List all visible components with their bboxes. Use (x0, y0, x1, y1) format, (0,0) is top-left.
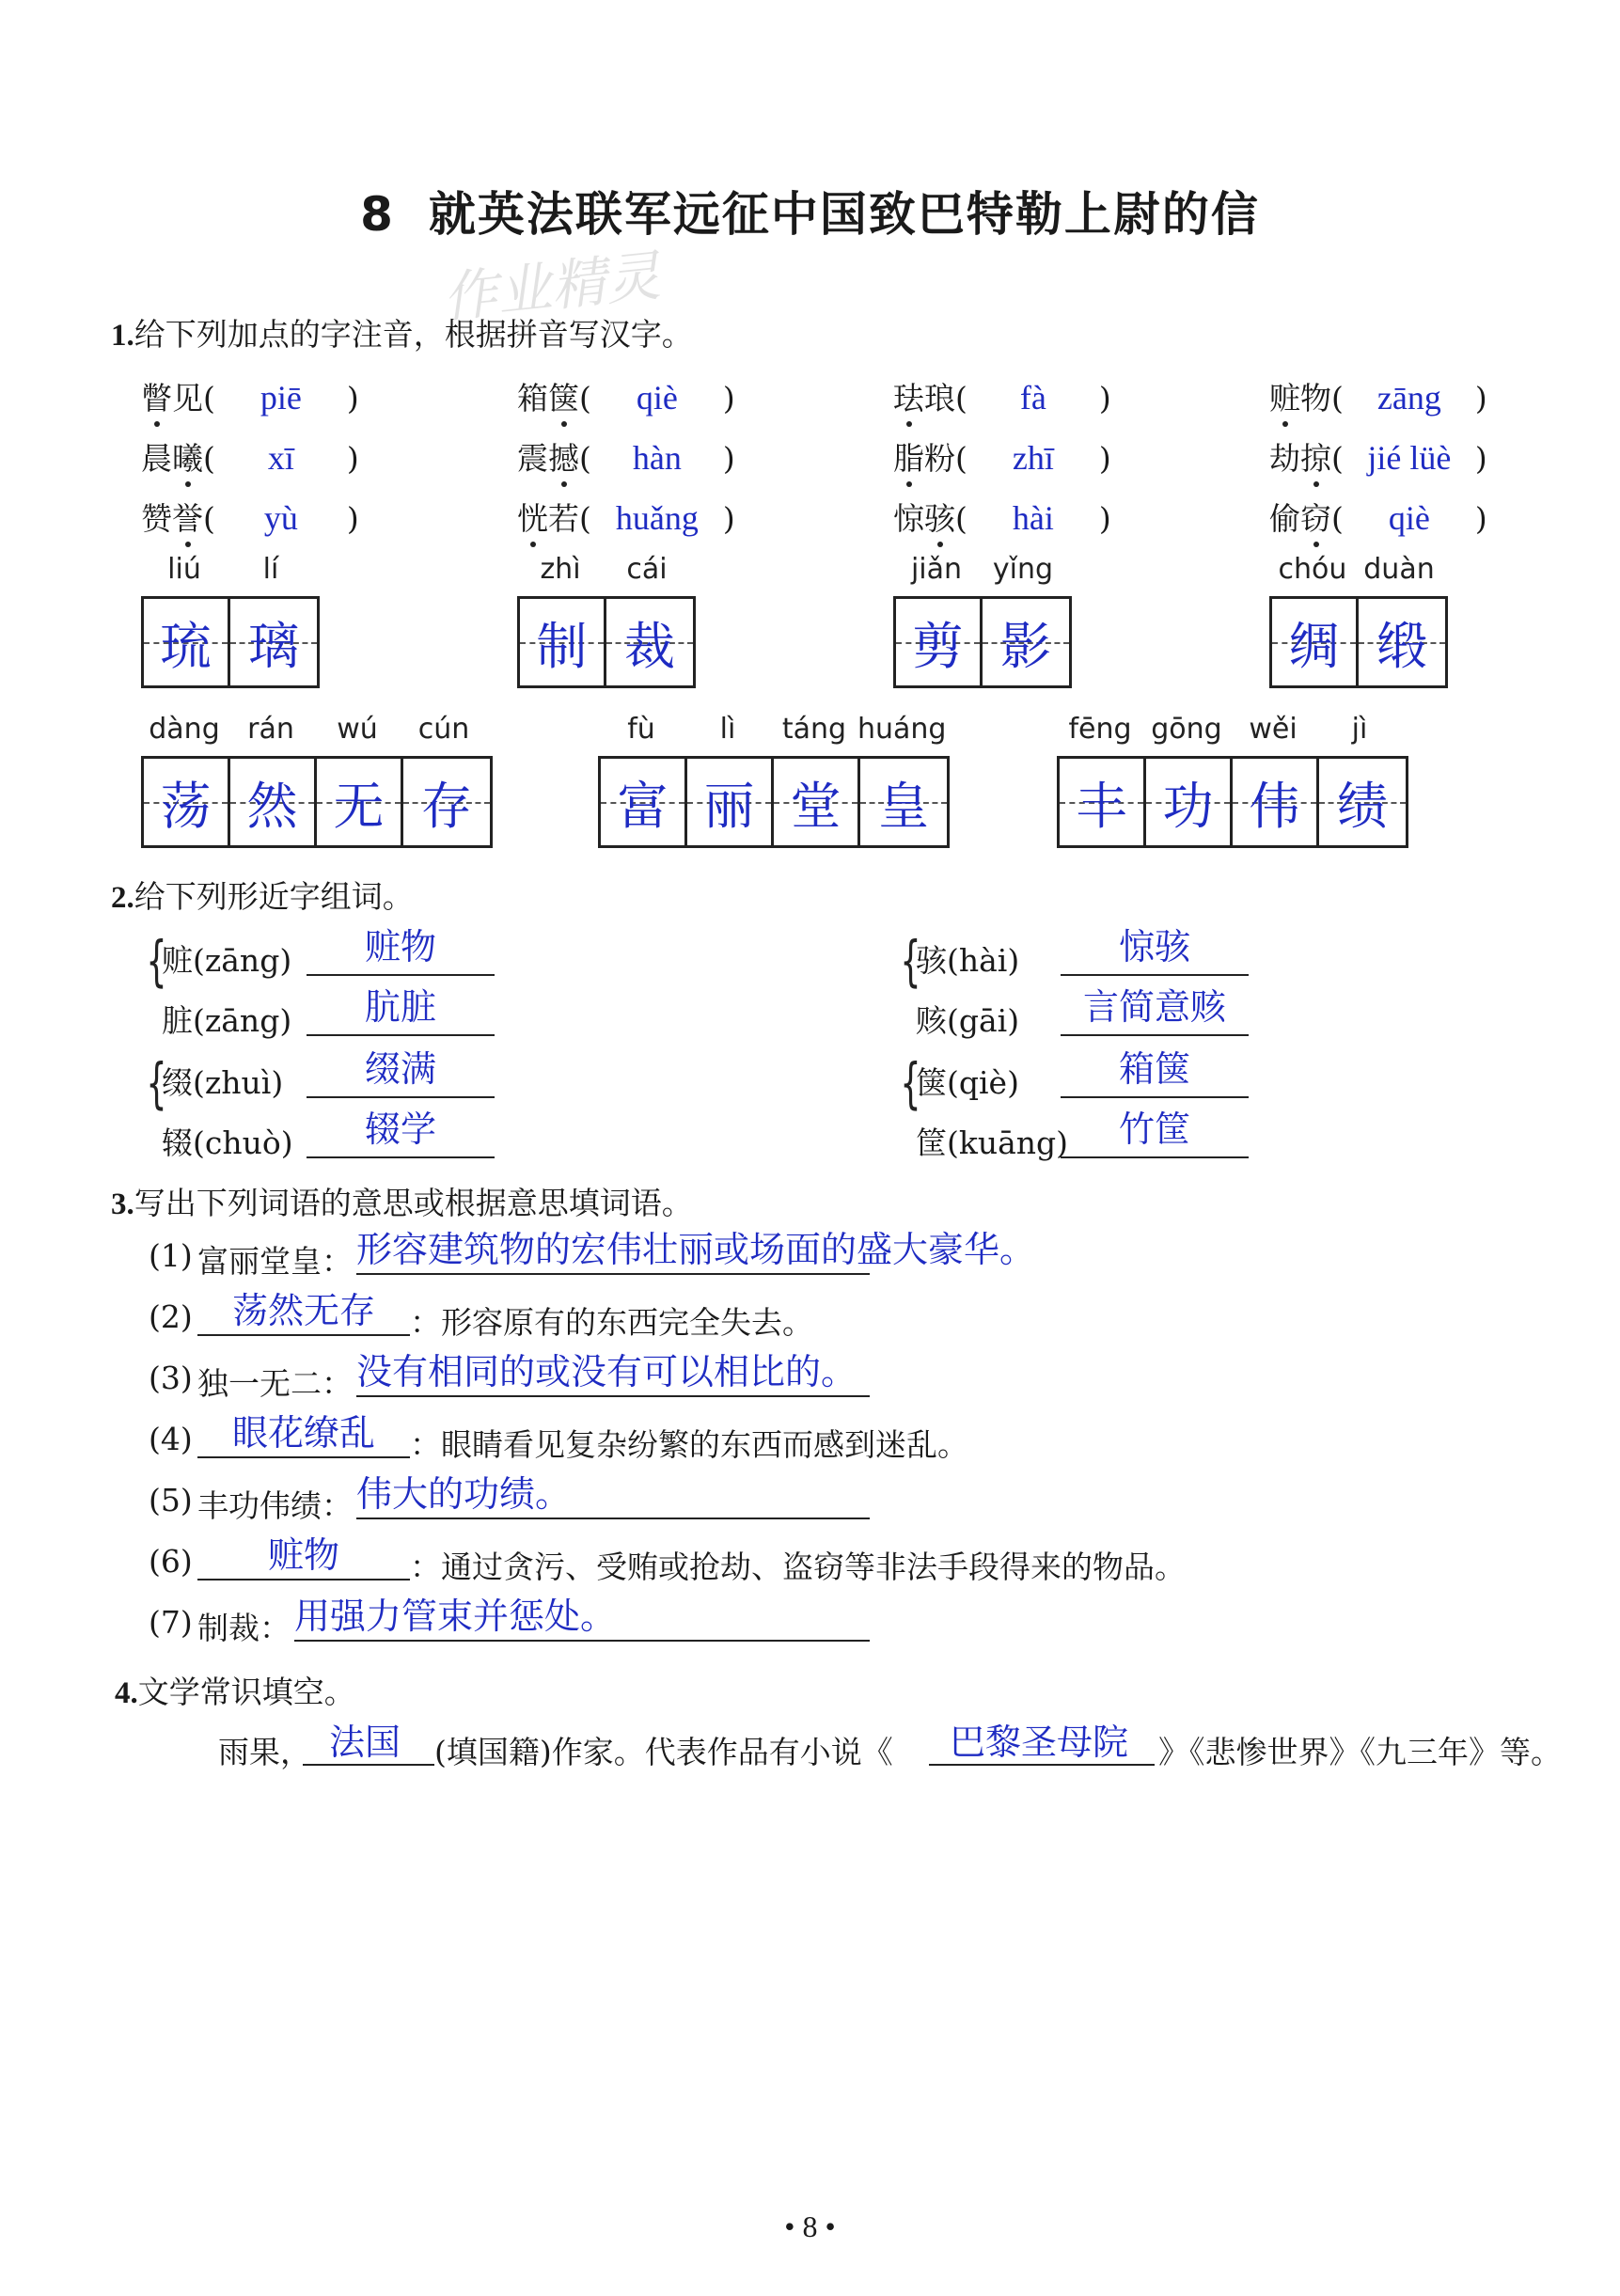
grid-pinyin-row (517, 553, 690, 586)
lesson-number: 8 (360, 187, 395, 242)
q4-answer-a: 法国 (329, 1722, 401, 1763)
grid-pinyin: lí (262, 553, 279, 586)
char-grid (1057, 756, 1408, 848)
pinyin-answer: zhī (1012, 439, 1054, 477)
lesson-title: 就英法联军远征中国致巴特勒上尉的信 (428, 187, 1260, 242)
close-paren: ) (1474, 440, 1487, 477)
grid-cell (983, 599, 1069, 685)
item-word: 丰功伟绩： (197, 1487, 353, 1524)
grid-pinyin: jiǎn (910, 553, 963, 586)
pinyin-answer: yù (263, 499, 298, 537)
q4-number: 4. (115, 1676, 138, 1710)
word-pre: 偷 (1269, 500, 1300, 537)
grid-cell (144, 759, 230, 845)
q4-text-a: 雨果， (218, 1734, 311, 1770)
pinyin-answer: zāng (1376, 379, 1441, 417)
pair-label: 脏(zāng) (162, 1002, 292, 1039)
item-answer: 伟大的功绩。 (356, 1473, 572, 1515)
grid-pinyin: lì (719, 713, 736, 746)
open-paren: ( (203, 440, 215, 477)
pinyin-answer: hài (1012, 499, 1054, 537)
item-number: (6) (149, 1543, 193, 1580)
grid-pinyin: gōng (1151, 713, 1222, 746)
grid-cell (774, 759, 860, 845)
grid-pinyin-row (893, 553, 1066, 586)
word-pre: 晨 (141, 440, 172, 477)
dotted-char: 誉 (172, 495, 203, 539)
pinyin-answer: huǎng (615, 499, 699, 537)
word-pre: 震 (517, 440, 548, 477)
item-number: (5) (149, 1482, 193, 1518)
q1-item (517, 374, 735, 418)
grid-pinyin: táng (781, 713, 847, 746)
q3-number: 3. (111, 1187, 134, 1221)
open-paren: ( (955, 500, 967, 537)
grid-cell (606, 599, 693, 685)
grid-char-answer: 荡 (160, 776, 212, 836)
q3-heading (111, 1179, 693, 1223)
q1-item (1269, 495, 1487, 539)
dotted-char: 恍 (517, 495, 548, 539)
dotted-char: 曦 (172, 434, 203, 479)
pair-label: 赅(gāi) (916, 1002, 1020, 1039)
open-paren: ( (1331, 440, 1344, 477)
grid-char-answer: 裁 (624, 616, 675, 676)
q4-text-c: 》《悲惨世界》《九三年》等。 (1158, 1734, 1562, 1770)
item-number: (1) (149, 1237, 193, 1274)
close-paren: ) (722, 440, 735, 477)
pair-label: 筐(kuāng) (916, 1124, 1069, 1161)
grid-pinyin: rán (247, 713, 294, 746)
open-paren: ( (1331, 500, 1344, 537)
item-answer: 用强力管束并惩处。 (294, 1596, 617, 1637)
q4-answer-b: 巴黎圣母院 (950, 1722, 1129, 1763)
q4-heading (115, 1668, 355, 1712)
grid-char-answer: 存 (421, 776, 472, 836)
q1-item (893, 374, 1111, 418)
q1-item (141, 434, 359, 479)
word-post: 琅 (924, 380, 955, 417)
item-number: (3) (149, 1360, 193, 1396)
dotted-char: 珐 (893, 374, 924, 418)
open-paren: ( (579, 380, 591, 417)
pinyin-answer: hàn (632, 439, 682, 477)
item-word: 独一无二： (197, 1365, 353, 1402)
pair-label: 骇(hài) (916, 942, 1020, 979)
grid-pinyin-row (141, 553, 314, 586)
dotted-char: 脂 (893, 434, 924, 479)
open-paren: ( (955, 380, 967, 417)
grid-cell (1319, 759, 1406, 845)
q4-instruction: 文学常识填空。 (137, 1674, 355, 1710)
pair-label: 赃(zāng) (162, 942, 292, 979)
grid-pinyin-row (1057, 713, 1403, 746)
item-meaning: ：形容原有的东西完全失去。 (410, 1304, 813, 1341)
word-post: 物 (1300, 380, 1331, 417)
close-paren: ) (346, 380, 359, 417)
word-post: 见 (172, 380, 203, 417)
grid-pinyin: fù (627, 713, 655, 746)
item-answer: 荡然无存 (231, 1290, 375, 1331)
close-paren: ) (722, 380, 735, 417)
pair-label: 缀(zhuì) (162, 1064, 284, 1101)
grid-char-answer: 剪 (912, 616, 964, 676)
dotted-char: 掠 (1300, 434, 1331, 479)
q1-item (141, 495, 359, 539)
pair-answer: 赃物 (364, 926, 436, 967)
close-paren: ) (1098, 500, 1111, 537)
grid-cell (1233, 759, 1319, 845)
char-grid (893, 596, 1072, 688)
char-grid (598, 756, 950, 848)
grid-cell (230, 759, 317, 845)
grid-char-answer: 璃 (248, 616, 299, 676)
char-grid (141, 596, 320, 688)
word-prefix: 箱 (517, 380, 548, 417)
q1-item (1269, 374, 1487, 418)
pair-label: 箧(qiè) (916, 1064, 1019, 1101)
grid-char-answer: 制 (536, 616, 588, 676)
q4-text-b: (填国籍)作家。代表作品有小说《 (434, 1734, 893, 1770)
grid-cell (1060, 759, 1146, 845)
pair-answer: 竹筐 (1118, 1109, 1190, 1150)
q1-item (517, 495, 735, 539)
pair-answer: 肮脏 (364, 986, 436, 1028)
grid-char-answer: 富 (617, 776, 668, 836)
close-paren: ) (722, 500, 735, 537)
pinyin-answer: qiè (1388, 499, 1430, 537)
page-title (0, 177, 1620, 244)
q1-item (893, 434, 1111, 479)
open-paren: ( (955, 440, 967, 477)
grid-pinyin: zhì (540, 553, 581, 586)
grid-cell (1359, 599, 1445, 685)
grid-char-answer: 皇 (878, 776, 929, 836)
grid-cell (860, 759, 947, 845)
word-post: 粉 (924, 440, 955, 477)
q1-number: 1. (111, 319, 134, 353)
grid-char-answer: 影 (1000, 616, 1051, 676)
q1-item (517, 434, 735, 479)
watermark: 作业精灵 (439, 244, 664, 330)
grid-char-answer: 堂 (790, 776, 841, 836)
word-pre: 赞 (141, 500, 172, 537)
pair-answer: 缀满 (364, 1048, 436, 1090)
grid-char-answer: 功 (1162, 776, 1214, 836)
grid-pinyin: chóu (1278, 553, 1347, 586)
pair-answer: 辍学 (364, 1109, 436, 1150)
grid-pinyin: yǐng (992, 553, 1054, 586)
dotted-char: 骇 (924, 495, 955, 539)
brace: { (900, 1051, 921, 1115)
grid-char-answer: 然 (246, 776, 298, 836)
close-paren: ) (346, 500, 359, 537)
grid-cell (1146, 759, 1233, 845)
open-paren: ( (579, 440, 591, 477)
page-number: • 8 • (784, 2210, 836, 2243)
q1-item (141, 374, 359, 418)
grid-char-answer: 缎 (1376, 616, 1427, 676)
q1-heading (111, 310, 693, 354)
q3-instruction: 写出下列词语的意思或根据意思填词语。 (134, 1185, 693, 1221)
dotted-char: 窃 (1300, 495, 1331, 539)
dotted-char: 瞥 (141, 374, 172, 418)
item-meaning: ：通过贪污、受贿或抢劫、盗窃等非法手段得来的物品。 (410, 1549, 1186, 1585)
pair-answer: 惊骇 (1118, 926, 1190, 967)
grid-pinyin: cún (417, 713, 470, 746)
grid-pinyin: wú (337, 713, 378, 746)
brace: { (900, 929, 921, 993)
grid-pinyin: wěi (1249, 713, 1298, 746)
close-paren: ) (346, 440, 359, 477)
grid-char-answer: 绸 (1288, 616, 1340, 676)
grid-pinyin: huáng (857, 713, 947, 746)
q2-heading (111, 873, 414, 917)
char-grid (517, 596, 696, 688)
grid-cell (896, 599, 983, 685)
pair-label: 辍(chuò) (162, 1124, 293, 1161)
q2-instruction: 给下列形近字组词。 (134, 878, 414, 915)
close-paren: ) (1474, 380, 1487, 417)
grid-cell (1272, 599, 1359, 685)
grid-char-answer: 琉 (160, 616, 212, 676)
item-answer: 没有相同的或没有可以相比的。 (356, 1351, 857, 1392)
item-number: (4) (149, 1421, 193, 1457)
grid-cell (520, 599, 606, 685)
grid-pinyin: liú (167, 553, 201, 586)
pinyin-answer: xī (267, 439, 294, 477)
dotted-char: 箧 (548, 374, 579, 418)
grid-pinyin: duàn (1363, 553, 1435, 586)
char-grid (141, 756, 493, 848)
brace: { (146, 929, 167, 993)
grid-pinyin: fēng (1068, 713, 1132, 746)
word-post: 若 (548, 500, 579, 537)
item-meaning: ：眼睛看见复杂纷繁的东西而感到迷乱。 (410, 1426, 968, 1463)
pinyin-answer: fà (1019, 379, 1046, 417)
grid-pinyin: cái (626, 553, 668, 586)
open-paren: ( (579, 500, 591, 537)
pair-answer: 言简意赅 (1082, 986, 1226, 1028)
item-answer: 形容建筑物的宏伟壮丽或场面的盛大豪华。 (356, 1229, 1036, 1270)
pair-answer: 箱箧 (1118, 1048, 1190, 1090)
grid-char-answer: 丰 (1076, 776, 1127, 836)
grid-pinyin-row (1269, 553, 1442, 586)
item-answer: 赃物 (267, 1534, 339, 1576)
word-pre: 惊 (893, 500, 924, 537)
grid-cell (317, 759, 403, 845)
close-paren: ) (1098, 440, 1111, 477)
q1-instruction: 给下列加点的字注音，根据拼音写汉字。 (134, 316, 693, 353)
item-number: (2) (149, 1298, 193, 1335)
open-paren: ( (203, 500, 215, 537)
grid-cell (230, 599, 317, 685)
grid-char-answer: 绩 (1337, 776, 1388, 836)
close-paren: ) (1474, 500, 1487, 537)
q1-item (893, 495, 1111, 539)
item-answer: 眼花缭乱 (231, 1412, 375, 1454)
grid-pinyin-row (598, 713, 947, 746)
brace: { (146, 1051, 167, 1115)
grid-char-answer: 丽 (703, 776, 755, 836)
pinyin-answer: jié lüè (1367, 439, 1452, 477)
item-word: 制裁： (197, 1610, 291, 1646)
grid-char-answer: 伟 (1249, 776, 1300, 836)
q1-item (1269, 434, 1487, 479)
grid-pinyin-row (141, 713, 487, 746)
item-number: (7) (149, 1604, 193, 1641)
pinyin-answer: qiè (636, 379, 678, 417)
grid-cell (601, 759, 687, 845)
grid-char-answer: 无 (333, 776, 385, 836)
open-paren: ( (1331, 380, 1344, 417)
open-paren: ( (203, 380, 215, 417)
close-paren: ) (1098, 380, 1111, 417)
pinyin-answer: piē (260, 379, 302, 417)
item-word: 富丽堂皇： (197, 1243, 353, 1280)
grid-pinyin: jì (1351, 713, 1368, 746)
grid-cell (144, 599, 230, 685)
grid-pinyin: dàng (149, 713, 220, 746)
dotted-char: 赃 (1269, 374, 1300, 418)
dotted-char: 撼 (548, 434, 579, 479)
q2-number: 2. (111, 881, 134, 915)
grid-cell (687, 759, 774, 845)
char-grid (1269, 596, 1448, 688)
grid-cell (403, 759, 490, 845)
word-pre: 劫 (1269, 440, 1300, 477)
